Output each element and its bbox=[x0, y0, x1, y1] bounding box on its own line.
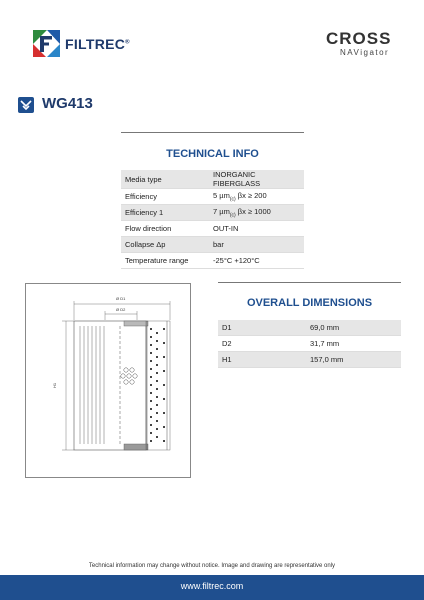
technical-info-rule bbox=[121, 132, 304, 133]
table-row bbox=[121, 170, 304, 189]
spec-label: Collapse Δp bbox=[121, 237, 209, 253]
dimension-label: D1 bbox=[218, 320, 306, 336]
table-row bbox=[121, 189, 304, 205]
table-row bbox=[218, 320, 401, 336]
spec-label: Flow direction bbox=[121, 221, 209, 237]
table-row bbox=[121, 237, 304, 253]
dimension-value: 157,0 mm bbox=[306, 352, 401, 368]
technical-info-heading: TECHNICAL INFO bbox=[166, 148, 259, 160]
table-row bbox=[218, 336, 401, 352]
dimension-label: D2 bbox=[218, 336, 306, 352]
spec-label: Media type bbox=[121, 170, 209, 189]
label-h1: H1 bbox=[52, 382, 57, 388]
cross-logo-text: CROSS bbox=[326, 29, 392, 48]
spec-label: Efficiency bbox=[121, 189, 209, 205]
filter-element-icon bbox=[18, 97, 34, 113]
filtrec-logo bbox=[33, 30, 133, 58]
website-link[interactable]: www.filtrec.com bbox=[180, 581, 244, 591]
spec-value: INORGANIC FIBERGLASS bbox=[209, 170, 304, 189]
spec-value: 7 µm$_{(c)}$ βx ≥ 1000 bbox=[209, 205, 304, 221]
cross-navigator-logo bbox=[326, 29, 398, 63]
table-row bbox=[218, 352, 401, 368]
product-code: WG413 bbox=[42, 95, 93, 112]
dimensions-rule bbox=[218, 282, 401, 283]
technical-drawing-frame bbox=[25, 283, 191, 478]
dimensions-heading: OVERALL DIMENSIONS bbox=[246, 297, 373, 309]
brand-name: FILTREC® bbox=[65, 36, 130, 52]
spec-value: -25°C +120°C bbox=[209, 253, 304, 269]
dimension-label: H1 bbox=[218, 352, 306, 368]
label-d2: Ø D2 bbox=[116, 307, 126, 312]
spec-label: Temperature range bbox=[121, 253, 209, 269]
table-row bbox=[121, 221, 304, 237]
filtrec-mark-icon bbox=[33, 30, 60, 57]
spec-value: 5 µm$_{(c)}$ βx ≥ 200 bbox=[209, 189, 304, 205]
spec-value: bar bbox=[209, 237, 304, 253]
dimension-value: 31,7 mm bbox=[306, 336, 401, 352]
navigator-logo-text: NAVigator bbox=[340, 48, 390, 57]
footer-bar bbox=[0, 575, 424, 600]
dimensions-table bbox=[218, 320, 401, 368]
disclaimer-note: Technical information may change without notice. Image and drawing are representative only bbox=[88, 563, 336, 569]
spec-value: OUT-IN bbox=[209, 221, 304, 237]
table-row bbox=[121, 205, 304, 221]
filter-cross-section-drawing bbox=[26, 284, 190, 477]
technical-info-table bbox=[121, 170, 304, 269]
dimension-value: 69,0 mm bbox=[306, 320, 401, 336]
spec-label: Efficiency 1 bbox=[121, 205, 209, 221]
label-d1: Ø D1 bbox=[116, 296, 126, 301]
table-row bbox=[121, 253, 304, 269]
